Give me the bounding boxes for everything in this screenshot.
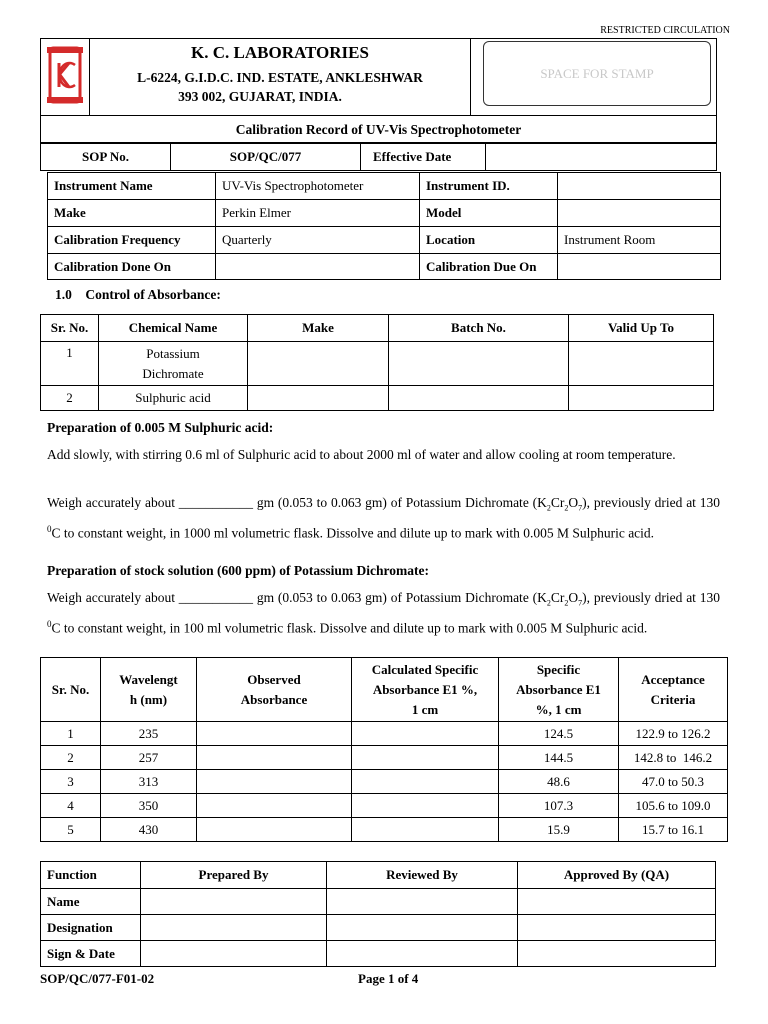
approved-sign-cell[interactable] xyxy=(518,941,716,967)
abs-wavelength: 350 xyxy=(101,794,197,818)
abs-specific: 124.5 xyxy=(499,722,619,746)
abs-acceptance: 122.9 to 126.2 xyxy=(619,722,728,746)
abs-header-wavelength-1: Wavelengt xyxy=(119,671,178,687)
abs-specific: 48.6 xyxy=(499,770,619,794)
prep1-para2 xyxy=(47,493,720,543)
abs-header-specific-3: %, 1 cm xyxy=(535,701,582,717)
table-row xyxy=(41,770,728,794)
abs-header-acceptance xyxy=(619,658,728,722)
chem-header-sr: Sr. No. xyxy=(41,315,99,342)
company-address-1: L-6224, G.I.D.C. IND. ESTATE, ANKLESHWAR xyxy=(137,70,423,85)
prep1-para2-c: C to constant weight, in 1000 ml volumetric flask. Dissolve and dilute up to mark with 0.005 M Sulphuric acid. xyxy=(51,525,655,541)
chem-header-make: Make xyxy=(248,315,389,342)
formula-sub: 2 xyxy=(564,598,569,608)
abs-header-specific xyxy=(499,658,619,722)
abs-header-observed-2: Absorbance xyxy=(240,691,308,707)
chem-name xyxy=(99,342,248,386)
abs-calculated-cell[interactable] xyxy=(352,818,499,842)
prep2-para xyxy=(47,588,720,638)
sop-value: SOP/QC/077 xyxy=(171,143,361,171)
sign-header-prepared: Prepared By xyxy=(141,862,327,889)
restricted-circulation: RESTRICTED CIRCULATION xyxy=(600,25,730,36)
instrument-id-value[interactable] xyxy=(558,173,721,200)
sign-row-label: Name xyxy=(41,889,141,915)
chem-batch-cell[interactable] xyxy=(389,342,569,386)
make-value[interactable]: Perkin Elmer xyxy=(216,200,420,227)
frequency-label: Calibration Frequency xyxy=(48,227,216,254)
abs-header-acceptance-2: Criteria xyxy=(650,691,696,707)
effective-date-label: Effective Date xyxy=(361,143,486,171)
chem-name-line1: Potassium xyxy=(146,345,200,361)
formula-text: O xyxy=(568,495,579,510)
formula-sub: 2 xyxy=(546,598,551,608)
due-on-label: Calibration Due On xyxy=(420,254,558,280)
abs-wavelength: 235 xyxy=(101,722,197,746)
abs-observed-cell[interactable] xyxy=(197,818,352,842)
model-label: Model xyxy=(420,200,558,227)
abs-header-observed-1: Observed xyxy=(247,671,301,687)
chem-name-line2: Dichromate xyxy=(142,365,204,381)
sign-header-approved: Approved By (QA) xyxy=(518,862,716,889)
table-row xyxy=(41,818,728,842)
signature-table xyxy=(40,861,716,967)
section-1-heading: 1.0 Control of Absorbance: xyxy=(55,287,221,302)
chem-valid-cell[interactable] xyxy=(569,342,714,386)
footer-page: Page 1 of 4 xyxy=(358,971,419,986)
abs-header-wavelength-2: h (nm) xyxy=(129,691,168,707)
chem-header-batch: Batch No. xyxy=(389,315,569,342)
abs-wavelength: 257 xyxy=(101,746,197,770)
instrument-table xyxy=(47,172,721,280)
abs-calculated-cell[interactable] xyxy=(352,722,499,746)
sign-row-label: Designation xyxy=(41,915,141,941)
chem-make-cell[interactable] xyxy=(248,386,389,411)
formula-sub: 7 xyxy=(578,503,583,513)
chem-sr: 1 xyxy=(41,342,99,386)
instrument-id-label: Instrument ID. xyxy=(420,173,558,200)
prep1-para1: Add slowly, with stirring 0.6 ml of Sulphuric acid to about 2000 ml of water and allow cooling at room temperature. xyxy=(47,447,676,462)
abs-header-calculated-3: 1 cm xyxy=(411,701,439,717)
company-name: K. C. LABORATORIES xyxy=(191,43,369,62)
abs-header-wavelength xyxy=(101,658,197,722)
sign-row-label: Sign & Date xyxy=(41,941,141,967)
abs-header-calculated-2: Absorbance E1 %, xyxy=(372,681,478,697)
abs-header-acceptance-1: Acceptance xyxy=(641,671,705,687)
abs-header-calculated xyxy=(352,658,499,722)
formula-text: ), xyxy=(582,590,590,605)
abs-calculated-cell[interactable] xyxy=(352,794,499,818)
formula-text: O xyxy=(568,590,579,605)
abs-sr: 1 xyxy=(41,722,101,746)
abs-acceptance: 142.8 to 146.2 xyxy=(619,746,728,770)
prep2-heading: Preparation of stock solution (600 ppm) of Potassium Dichromate: xyxy=(47,563,429,578)
chem-valid-cell[interactable] xyxy=(569,386,714,411)
location-value[interactable]: Instrument Room xyxy=(558,227,721,254)
sign-header-reviewed: Reviewed By xyxy=(327,862,518,889)
chem-name: Sulphuric acid xyxy=(99,386,248,411)
table-row xyxy=(41,941,716,967)
abs-specific: 107.3 xyxy=(499,794,619,818)
table-row xyxy=(41,746,728,770)
prep1-heading: Preparation of 0.005 M Sulphuric acid: xyxy=(47,420,274,435)
table-row xyxy=(41,722,728,746)
degree-sup: 0 xyxy=(47,618,52,629)
formula-text: Cr xyxy=(550,495,565,510)
abs-calculated-cell[interactable] xyxy=(352,746,499,770)
table-row xyxy=(41,794,728,818)
kc-logo-icon xyxy=(47,45,83,105)
logo-cell xyxy=(41,39,90,116)
instrument-name-value[interactable]: UV-Vis Spectrophotometer xyxy=(216,173,420,200)
table-row xyxy=(41,342,714,386)
abs-wavelength: 313 xyxy=(101,770,197,794)
abs-observed-cell[interactable] xyxy=(197,746,352,770)
abs-sr: 3 xyxy=(41,770,101,794)
prep2-para-a: Weigh accurately about ___________ gm (0.053 to 0.063 gm) of Potassium Dichromate (K xyxy=(47,590,547,605)
document-title: Calibration Record of UV-Vis Spectrophotometer xyxy=(41,116,717,144)
frequency-value[interactable]: Quarterly xyxy=(216,227,420,254)
chem-batch-cell[interactable] xyxy=(389,386,569,411)
formula-sub: 2 xyxy=(564,503,569,513)
due-on-value[interactable] xyxy=(558,254,721,280)
table-row xyxy=(41,889,716,915)
reviewed-name-cell[interactable] xyxy=(327,889,518,915)
abs-specific: 144.5 xyxy=(499,746,619,770)
sign-header-function: Function xyxy=(41,862,141,889)
abs-observed-cell[interactable] xyxy=(197,794,352,818)
instrument-name-label: Instrument Name xyxy=(48,173,216,200)
sop-table xyxy=(40,142,717,171)
make-label: Make xyxy=(48,200,216,227)
chem-header-name: Chemical Name xyxy=(99,315,248,342)
abs-observed-cell[interactable] xyxy=(197,770,352,794)
abs-observed-cell[interactable] xyxy=(197,722,352,746)
footer-doc-no: SOP/QC/077-F01-02 xyxy=(40,971,155,986)
formula-text: ), xyxy=(582,495,590,510)
prep1-para2-b: previously dried at 130 xyxy=(593,495,721,510)
approved-name-cell[interactable] xyxy=(518,889,716,915)
abs-sr: 2 xyxy=(41,746,101,770)
done-on-value[interactable] xyxy=(216,254,420,280)
effective-date-value[interactable] xyxy=(486,143,717,171)
prep2-para-c: C to constant weight, in 100 ml volumetric flask. Dissolve and dilute up to mark with 0.005 M Sulphuric acid. xyxy=(51,620,648,636)
table-row xyxy=(41,386,714,411)
abs-acceptance: 47.0 to 50.3 xyxy=(619,770,728,794)
abs-calculated-cell[interactable] xyxy=(352,770,499,794)
abs-header-specific-2: Absorbance E1 xyxy=(516,681,601,697)
table-row xyxy=(41,915,716,941)
abs-header-sr: Sr. No. xyxy=(41,658,101,722)
abs-header-specific-1: Specific xyxy=(536,661,581,677)
prepared-designation-cell[interactable] xyxy=(141,915,327,941)
abs-header-observed xyxy=(197,658,352,722)
formula-sub: 2 xyxy=(546,503,551,513)
abs-acceptance: 15.7 to 16.1 xyxy=(619,818,728,842)
chem-header-valid: Valid Up To xyxy=(569,315,714,342)
prep1-para2-a: Weigh accurately about ___________ gm (0.053 to 0.063 gm) of Potassium Dichromate (K xyxy=(47,495,547,510)
stamp-area: SPACE FOR STAMP xyxy=(483,41,711,106)
prep2-para-b: previously dried at 130 xyxy=(593,590,721,605)
chemical-table xyxy=(40,314,714,411)
degree-sup: 0 xyxy=(47,523,52,534)
reviewed-sign-cell[interactable] xyxy=(327,941,518,967)
prepared-sign-cell[interactable] xyxy=(141,941,327,967)
abs-wavelength: 430 xyxy=(101,818,197,842)
done-on-label: Calibration Done On xyxy=(48,254,216,280)
model-value[interactable] xyxy=(558,200,721,227)
formula-sub: 7 xyxy=(578,598,583,608)
prepared-name-cell[interactable] xyxy=(141,889,327,915)
company-cell xyxy=(90,39,471,116)
chem-make-cell[interactable] xyxy=(248,342,389,386)
chem-sr: 2 xyxy=(41,386,99,411)
abs-acceptance: 105.6 to 109.0 xyxy=(619,794,728,818)
sop-label: SOP No. xyxy=(41,143,171,171)
location-label: Location xyxy=(420,227,558,254)
formula-text: Cr xyxy=(550,590,565,605)
abs-specific: 15.9 xyxy=(499,818,619,842)
approved-designation-cell[interactable] xyxy=(518,915,716,941)
reviewed-designation-cell[interactable] xyxy=(327,915,518,941)
abs-sr: 4 xyxy=(41,794,101,818)
company-address-2: 393 002, GUJARAT, INDIA. xyxy=(178,89,342,104)
abs-header-calculated-1: Calculated Specific xyxy=(371,661,479,677)
abs-sr: 5 xyxy=(41,818,101,842)
absorbance-table xyxy=(40,657,728,842)
